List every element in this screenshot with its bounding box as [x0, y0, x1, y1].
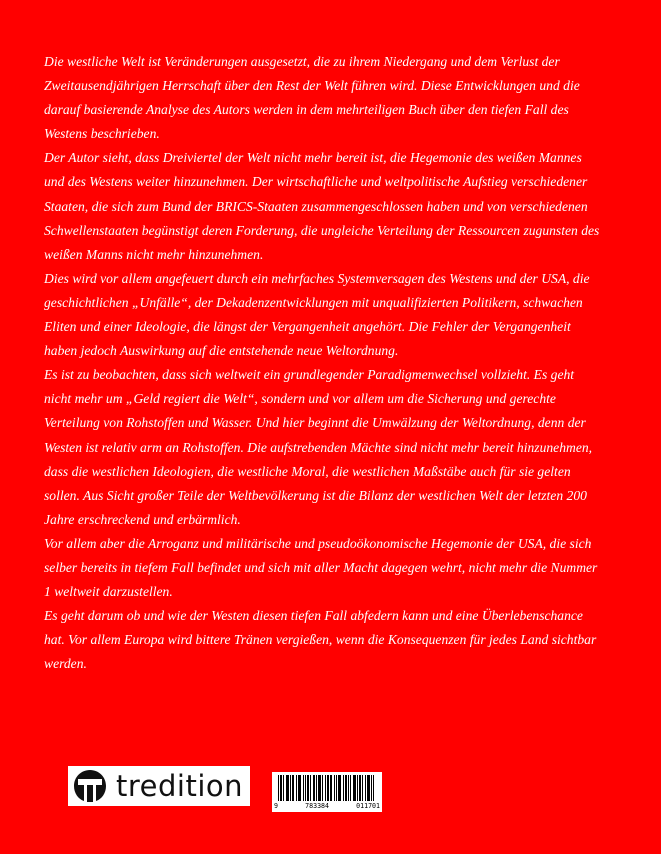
barcode-bar	[305, 775, 306, 801]
barcode-bar	[286, 775, 287, 801]
barcode-bar	[290, 775, 291, 801]
barcode-bar	[283, 775, 284, 801]
barcode-bar	[365, 775, 366, 801]
barcode-bar	[320, 775, 321, 801]
barcode-bar	[360, 775, 361, 801]
barcode-bar	[330, 775, 331, 801]
barcode-bar	[367, 775, 368, 801]
blurb-text	[44, 50, 604, 676]
barcode-bar	[314, 775, 315, 801]
barcode-digit-group-2: 011701	[356, 802, 380, 810]
barcode-bar	[319, 775, 320, 801]
barcode-bar	[334, 775, 335, 801]
barcode-digit-first: 9	[274, 802, 278, 810]
publisher-logo	[68, 766, 250, 806]
barcode-bar	[296, 775, 297, 801]
barcode-bar	[343, 775, 344, 801]
blurb-paragraph-6: Es geht darum ob und wie der Westen diesen tiefen Fall abfedern kann und eine Überlebenschance hat. Vor allem Europa wird bittere Tränen vergießen, wenn die Konsequenzen für jedes Land sichtbar werden.	[44, 608, 597, 672]
barcode-bar	[325, 775, 326, 801]
barcode-digits	[274, 802, 380, 810]
barcode-bar	[359, 775, 360, 801]
barcode-bar	[373, 775, 374, 801]
barcode-bar	[331, 775, 332, 801]
barcode-bar	[281, 775, 282, 801]
isbn-barcode	[272, 772, 382, 812]
barcode-bar	[350, 775, 351, 801]
barcode-bar	[355, 775, 356, 801]
barcode-bar	[318, 775, 319, 801]
barcode-bar	[278, 775, 279, 801]
barcode-bar	[280, 775, 281, 801]
barcode-bar	[292, 775, 293, 801]
blurb-paragraph-3: Dies wird vor allem angefeuert durch ein mehrfaches Systemversagen des Westens und der USA, die geschichtlichen „Unfälle“, der Dekadenzentwicklungen mit unqualifizierten Politikern, schwachen Eliten und einer Ideologie, die längst der Vergangenheit angehört. Die Fehler der Vergangenheit haben jedoch Auswirkung auf die entstehende neue Weltordnung.	[44, 270, 590, 359]
blurb-paragraph-2: Der Autor sieht, dass Dreiviertel der Welt nicht mehr bereit ist, die Hegemonie des weißen Mannes und des Westens weiter hinzunehmen. Der wirtschaftliche und weltpolitische Aufstieg verschiedener Staaten, die sich zum Bund der BRICS-Staaten zusammengeschlossen haben und von verschiedenen Schwellenstaaten begünstigt deren Forderung, die ungleiche Verteilung der Ressourcen zugunsten des weißen Manns nicht mehr hinzunehmen.	[44, 150, 600, 262]
barcode-bar	[293, 775, 294, 801]
barcode-bar	[299, 775, 300, 801]
barcode-bar	[336, 775, 337, 801]
barcode-bar	[338, 775, 339, 801]
tredition-logo-icon	[73, 769, 107, 803]
barcode-bar	[307, 775, 308, 801]
barcode-bar	[368, 775, 369, 801]
barcode-bar	[298, 775, 299, 801]
barcode-bar	[369, 775, 370, 801]
barcode-bar	[328, 775, 329, 801]
barcode-bar	[357, 775, 358, 801]
blurb-paragraph-5: Vor allem aber die Arroganz und militärische und pseudoökonomische Hegemonie der USA, die sich selber bereits in tiefem Fall befindet und sich mit aller Macht dagegen wehrt, nicht mehr die Nummer 1 weltweit darzustellen.	[44, 535, 598, 600]
barcode-bar	[371, 775, 372, 801]
barcode-bar	[327, 775, 328, 801]
barcode-bars	[278, 775, 376, 801]
barcode-bar	[348, 775, 349, 801]
barcode-bar	[354, 775, 355, 801]
barcode-bar	[300, 775, 301, 801]
barcode-bar	[346, 775, 347, 801]
barcode-bar	[322, 775, 323, 801]
blurb-paragraph-4: Es ist zu beobachten, dass sich weltweit ein grundlegender Paradigmenwechsel vollzieht. Es geht nicht mehr um „Geld regiert die Welt“, sondern und vor allem um die Sicherung und gerechte Verteilung von Rohstoffen und Wasser. Und hier beginnt die Umwälzung der Weltordnung, denn der Westen ist relativ arm an Rohstoffen. Die aufstrebenden Mächte sind nicht mehr bereit hinzunehmen, dass die westlichen Ideologien, die westliche Moral, die westlichen Maßstäbe auch für sie gelten sollen. Aus Sicht großer Teile der Weltbevölkerung ist die Bilanz der westlichen Welt der letzten 200 Jahre erschreckend und erbärmlich.	[44, 367, 593, 527]
barcode-bar	[313, 775, 314, 801]
barcode-bar	[339, 775, 340, 801]
barcode-bar	[308, 775, 309, 801]
barcode-bar	[362, 775, 363, 801]
barcode-bar	[303, 775, 304, 801]
barcode-digit-group-1: 783384	[305, 802, 329, 810]
barcode-bar	[353, 775, 354, 801]
barcode-bar	[310, 775, 311, 801]
blurb-paragraph-1: Die westliche Welt ist Veränderungen ausgesetzt, die zu ihrem Niedergang und dem Verlust der Zweitausendjährigen Herrschaft über den Rest der Welt führen wird. Diese Entwicklungen und die darauf basierende Analyse des Autors werden in dem mehrteiligen Buch über den tiefen Fall des Westens beschrieben.	[44, 54, 580, 142]
barcode-bar	[316, 775, 317, 801]
barcode-bar	[345, 775, 346, 801]
barcode-bar	[287, 775, 288, 801]
publisher-name: tredition	[116, 769, 244, 803]
barcode-bar	[340, 775, 341, 801]
barcode-bar	[288, 775, 289, 801]
